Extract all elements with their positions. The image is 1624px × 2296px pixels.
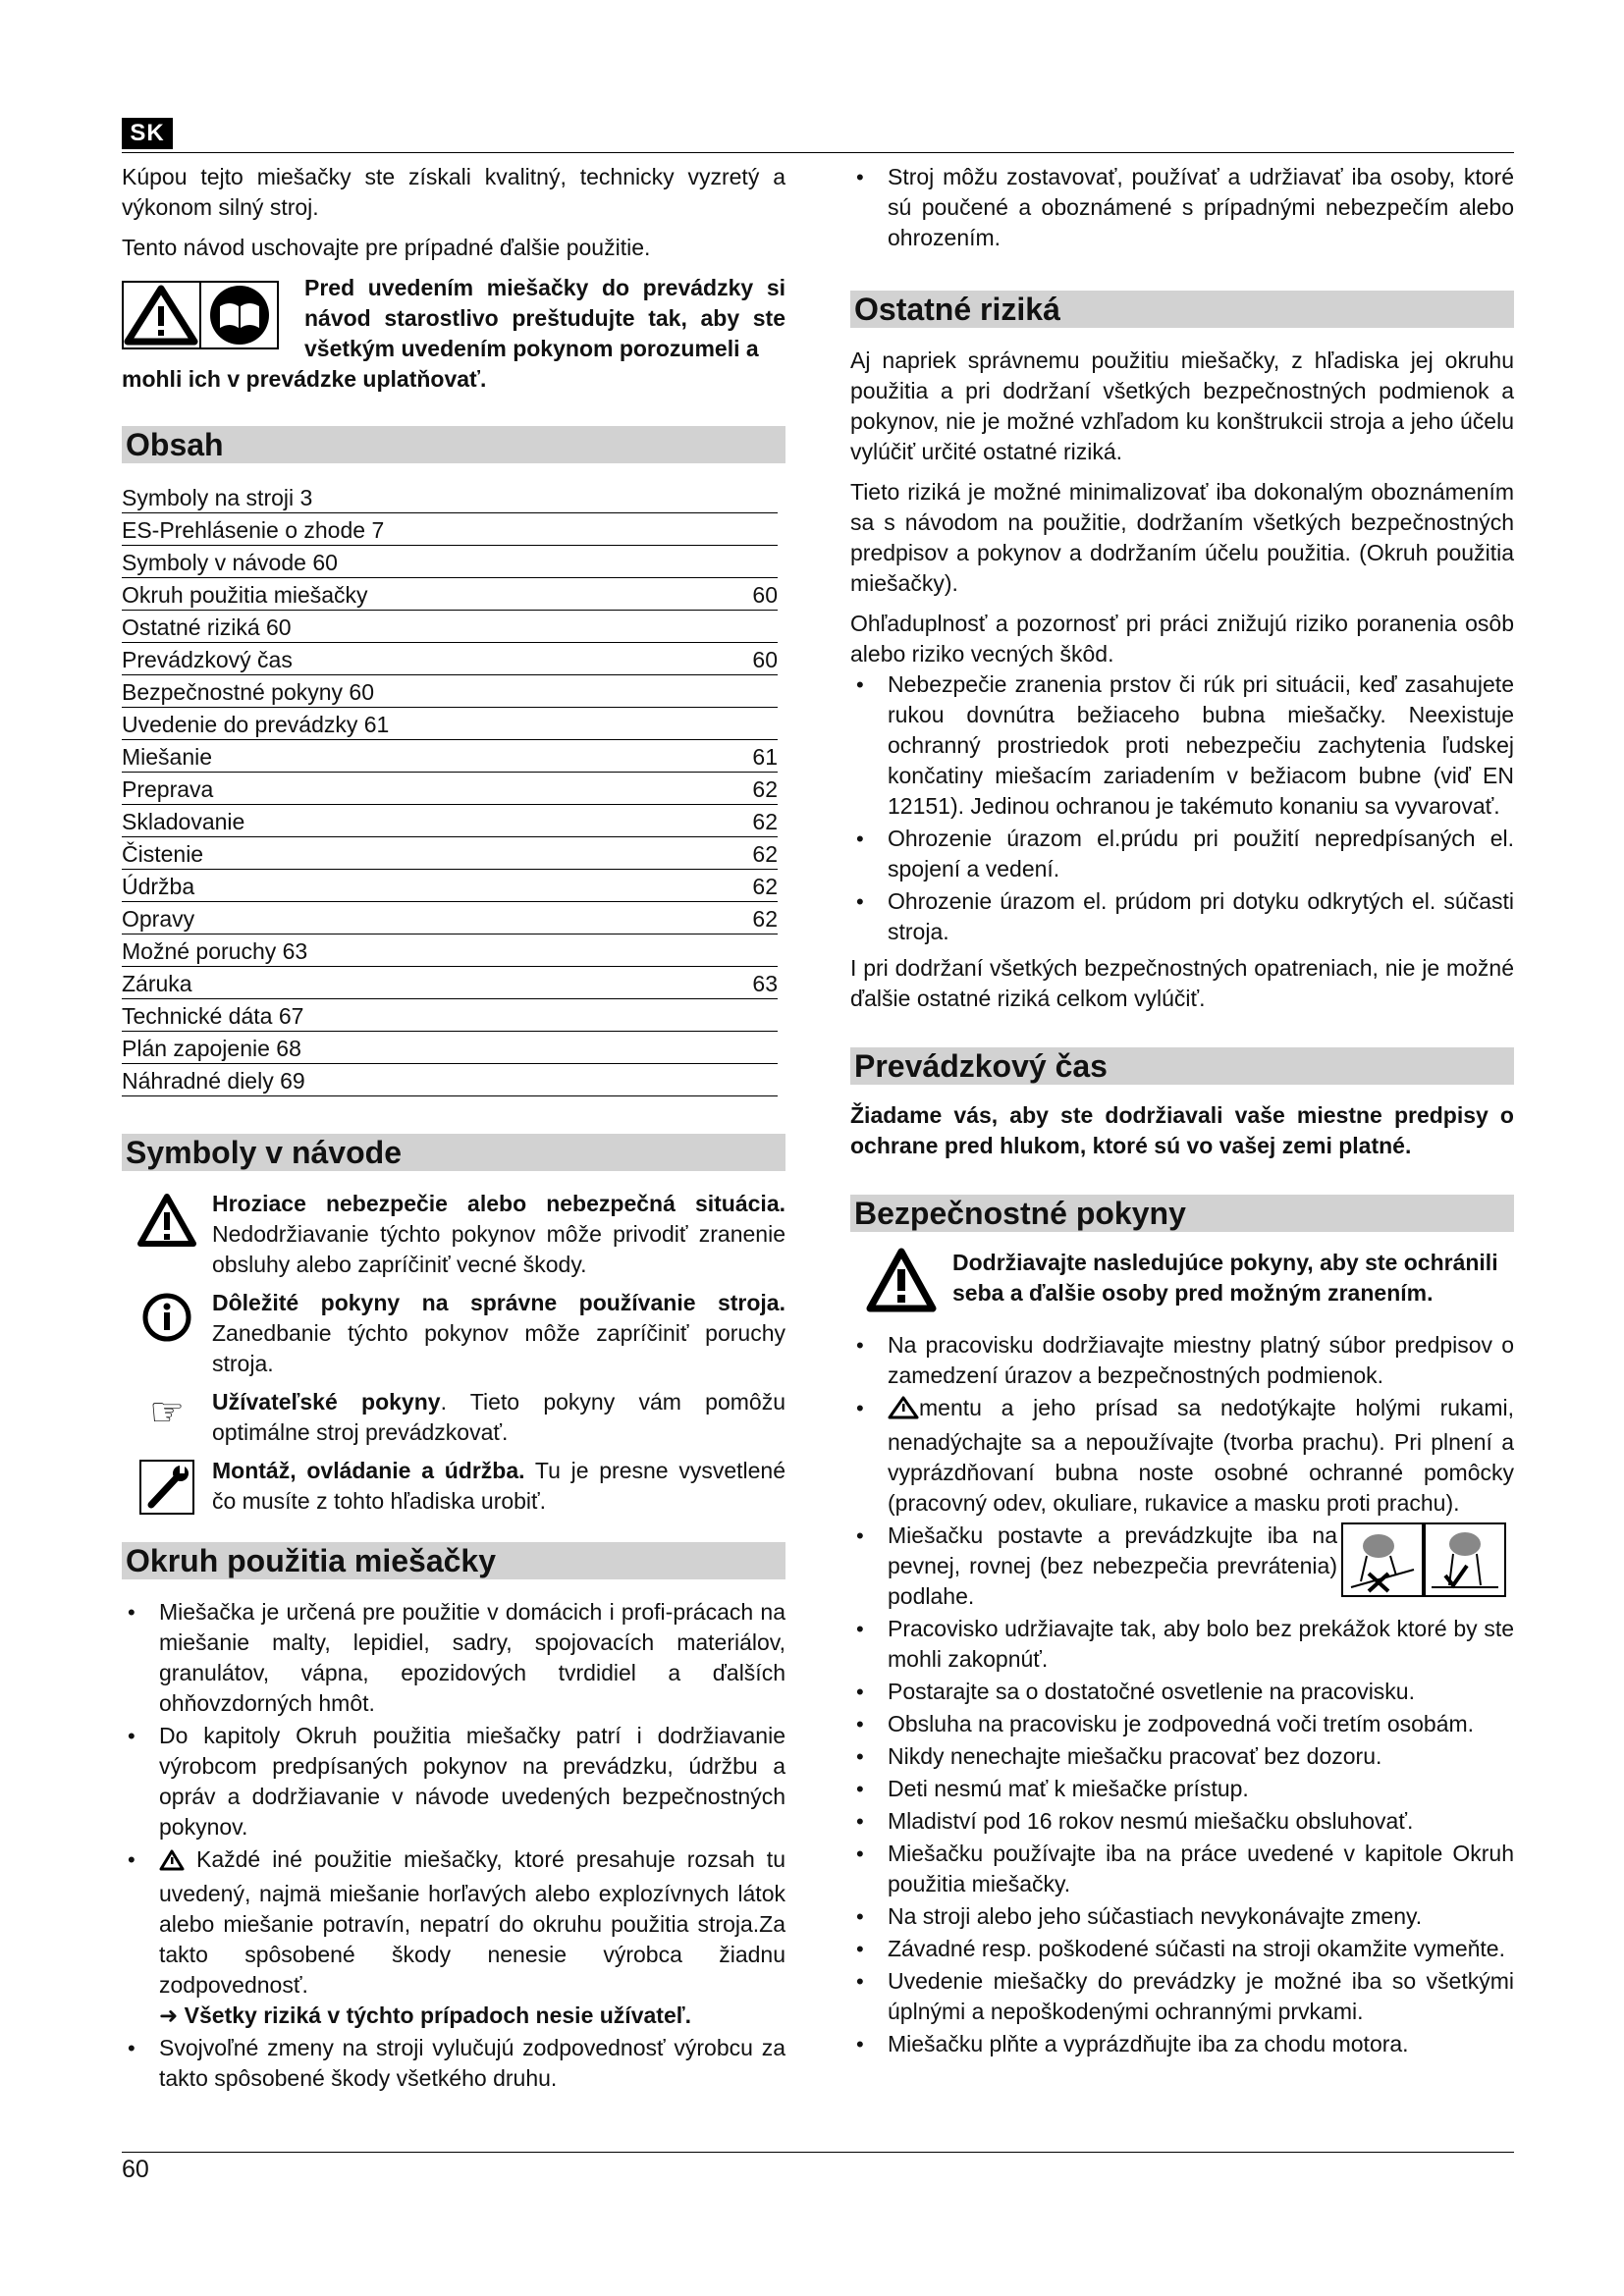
read-manual-warning — [122, 273, 785, 395]
toc-page — [719, 481, 778, 513]
list-item: • Svojvoľné zmeny na stroji vylučujú zodpovednosť výrobcu za takto spôsobené škody všetkého druhu. — [122, 2033, 785, 2094]
toc-label: Symboly na stroji 3 — [122, 481, 719, 513]
list-item: • Ohrozenie úrazom el.prúdu pri použití nepredpísaných el. spojení a vedení. — [850, 824, 1514, 884]
top-divider — [122, 152, 1514, 153]
table-row — [122, 999, 778, 1032]
page-number: 60 — [122, 2156, 149, 2183]
toc-label: Miešanie — [122, 740, 719, 773]
intro-paragraph-2: Tento návod uschovajte pre prípadné ďalšie použitie. — [122, 235, 651, 260]
left-column — [122, 162, 785, 2096]
toc-label: Ostatné riziká 60 — [122, 611, 719, 643]
toc-page — [719, 513, 778, 546]
symbol-description: . Tieto pokyny vám pomôžu optimálne stroj prevádzkovať. — [212, 1389, 786, 1445]
toc-label: Prevádzkový čas — [122, 643, 719, 675]
list-item: • Nebezpečie zranenia prstov či rúk pri situácii, keď zasahujete rukou dovnútra bežiaceho bubna miešačky. Neexistuje ochranný prostriedok proti nebezpečiu zachytenia ľudskej končatiny miešacím zariadením v bežiacom bubne (viď EN 12151). Jedinou ochranou je takémuto konaniu sa vyvarovať. — [850, 669, 1514, 822]
section-heading-contents: Obsah — [122, 426, 785, 463]
safety-text: Miešačku postavte a prevádzkujte iba na pevnej, rovnej (bez nebezpečia prevrátenia) podlahe. — [888, 1522, 1337, 1609]
safety-list — [850, 1330, 1514, 1612]
risks-paragraph: Ohľaduplnosť a pozornosť pri práci znižujú riziko poranenia osôb alebo riziko vecných škôd. — [850, 611, 1514, 667]
wrench-icon — [122, 1456, 212, 1517]
list-item: • Závadné resp. poškodené súčasti na stroji okamžite vymeňte. — [850, 1934, 1514, 1964]
list-item: • Postarajte sa o dostatočné osvetlenie na pracovisku. — [850, 1677, 1514, 1707]
list-item: • Do kapitoly Okruh použitia miešačky patrí i dodržiavanie výrobcom predpísaných pokynov na prevádzku, údržbu a opráv a dodržiavanie v návode uvedených bezpečnostných pokynov. — [122, 1721, 785, 1842]
warning-text: Pred uvedením miešačky do prevádzky si návod starostlivo preštudujte tak, aby ste všetkým uvedením pokynom porozumeli a — [304, 275, 785, 361]
safety-warning — [850, 1248, 1514, 1318]
toc-label: Plán zapojenie 68 — [122, 1032, 719, 1064]
table-row — [122, 934, 778, 967]
operator-list — [850, 162, 1514, 253]
list-item: • Mladiství pod 16 rokov nesmú miešačku obsluhovať. — [850, 1806, 1514, 1837]
toc-label: Uvedenie do prevádzky 61 — [122, 708, 719, 740]
symbol-row-user — [122, 1387, 785, 1448]
list-item: • Miešačku plňte a vyprázdňujte iba za chodu motora. — [850, 2029, 1514, 2059]
table-row — [122, 643, 778, 675]
toc-page: 62 — [719, 773, 778, 805]
list-item: • Obsluha na pracovisku je zodpovedná voči tretím osobám. — [850, 1709, 1514, 1739]
list-item: • Miešačka je určená pre použitie v domácich i profi-prácach na miešanie malty, lepidiel, sadry, spojovacích materiálov, granulátov, vápna, epozidových tvrdidiel a ďalších ohňovzdorných hmôt. — [122, 1597, 785, 1719]
toc-label: Záruka — [122, 967, 719, 999]
symbol-title: Užívateľské pokyny — [212, 1389, 441, 1415]
list-item: • Deti nesmú mať k miešačke prístup. — [850, 1774, 1514, 1804]
symbol-row-important — [122, 1288, 785, 1379]
table-row — [122, 740, 778, 773]
toc-label: Technické dáta 67 — [122, 999, 719, 1032]
list-item: • Na pracovisku dodržiavajte miestny platný súbor predpisov o zamedzení úrazov a bezpečnostných podmienok. — [850, 1330, 1514, 1391]
toc-label: Náhradné diely 69 — [122, 1064, 719, 1096]
section-heading-symbols: Symboly v návode — [122, 1134, 785, 1171]
list-item: • Ohrozenie úrazom el. prúdom pri dotyku odkrytých el. súčasti stroja. — [850, 886, 1514, 947]
toc-page — [719, 546, 778, 578]
table-of-contents — [122, 481, 778, 1096]
table-row — [122, 546, 778, 578]
list-item: • Miešačku používajte iba na práce uvedené v kapitole Okruh použitia miešačky. — [850, 1839, 1514, 1899]
toc-label: Možné poruchy 63 — [122, 934, 719, 967]
warning-manual-icon — [122, 281, 279, 349]
warning-triangle-icon — [159, 1848, 185, 1879]
toc-page: 62 — [719, 902, 778, 934]
list-item: • Na stroji alebo jeho súčastiach nevykonávajte zmeny. — [850, 1901, 1514, 1932]
list-item: • Uvedenie miešačky do prevádzky je možné iba so všetkými úplnými a nepoškodenými ochrannými prvkami. — [850, 1966, 1514, 2027]
toc-label: Preprava — [122, 773, 719, 805]
symbol-description: Zanedbanie týchto pokynov môže zapríčiniť poruchy stroja. — [212, 1320, 785, 1376]
operating-time-paragraph: Žiadame vás, aby ste dodržiavali vaše miestne predpisy o ochrane pred hlukom, ktoré sú vo vašej zemi platné. — [850, 1102, 1514, 1158]
bottom-divider — [122, 2152, 1514, 2153]
symbol-description: Tu je presne vysvetlené čo musíte z tohto hľadiska urobiť. — [212, 1458, 786, 1514]
risks-paragraph: I pri dodržaní všetkých bezpečnostných opatreniach, nie je možné ďalšie ostatné riziká celkom vylúčiť. — [850, 955, 1514, 1011]
toc-label: Bezpečnostné pokyny 60 — [122, 675, 719, 708]
table-row — [122, 1032, 778, 1064]
symbol-row-danger — [122, 1189, 785, 1280]
safety-list-continued — [850, 1614, 1514, 2059]
table-row — [122, 870, 778, 902]
warning-text-continued: mohli ich v prevádzke uplatňovať. — [122, 366, 487, 392]
warning-triangle-icon — [122, 1189, 212, 1280]
section-heading-risks: Ostatné riziká — [850, 291, 1514, 328]
toc-page — [719, 999, 778, 1032]
symbol-title: Dôležité pokyny na správne používanie stroja. — [212, 1290, 785, 1315]
safety-text: mentu a jeho prísad sa nedotýkajte holými rukami, nenadýchajte sa a nepoužívajte (tvorba prachu). Pri plnení a vyprázdňovaní bubna noste osobné ochranné pomôcky (pracovný odev, okuliare, rukavice a masku proti prachu). — [888, 1395, 1514, 1516]
risks-paragraph: Aj napriek správnemu použitiu miešačky, z hľadiska jej okruhu použitia a pri dodržaní všetkých bezpečnostných podmienok a pokynov, nie je možné vzhľadom ku konštrukcii stroja a jeho účelu vylúčiť určité ostatné riziká. — [850, 347, 1514, 464]
table-row — [122, 773, 778, 805]
symbol-row-maintenance — [122, 1456, 785, 1517]
section-heading-safety: Bezpečnostné pokyny — [850, 1195, 1514, 1232]
intro-paragraph: Kúpou tejto miešačky ste získali kvalitný, technicky vyzretý a výkonom silný stroj. — [122, 164, 785, 220]
toc-page: 62 — [719, 805, 778, 837]
toc-page — [719, 934, 778, 967]
table-row — [122, 578, 778, 611]
section-heading-usage: Okruh použitia miešačky — [122, 1542, 785, 1579]
toc-page — [719, 1032, 778, 1064]
language-badge: SK — [122, 118, 173, 149]
table-row — [122, 1064, 778, 1096]
usage-text: Každé iné použitie miešačky, ktoré presahuje rozsah tu uvedený, najmä miešanie horľavých alebo explozívnych látok alebo miešanie potravín, nepatrí do okruhu použitia stroja.Za takto spôsobené škody nenesie výrobca žiadnu zodpovednosť. — [159, 1846, 785, 1998]
list-item: • Pracovisko udržiavajte tak, aby bolo bez prekážok ktoré by ste mohli zakopnúť. — [850, 1614, 1514, 1675]
table-row — [122, 708, 778, 740]
list-item — [122, 1844, 785, 2031]
toc-label: Okruh použitia miešačky — [122, 578, 719, 611]
toc-page — [719, 708, 778, 740]
info-icon — [122, 1288, 212, 1379]
toc-label: Údržba — [122, 870, 719, 902]
section-heading-operating-time: Prevádzkový čas — [850, 1047, 1514, 1085]
symbol-title: Hroziace nebezpečie alebo nebezpečná situácia. — [212, 1191, 785, 1216]
safety-warning-text: Dodržiavajte nasledujúce pokyny, aby ste ochránili seba a ďalšie osoby pred možným zranením. — [952, 1250, 1498, 1306]
list-item: • Stroj môžu zostavovať, používať a udržiavať iba osoby, ktoré sú poučené a oboznámené s prípadnými nebezpečím alebo ohrozením. — [850, 162, 1514, 253]
toc-page — [719, 1064, 778, 1096]
toc-page: 61 — [719, 740, 778, 773]
table-row — [122, 902, 778, 934]
toc-label: ES-Prehlásenie o zhode 7 — [122, 513, 719, 546]
table-row — [122, 513, 778, 546]
toc-label: Čistenie — [122, 837, 719, 870]
toc-label: Skladovanie — [122, 805, 719, 837]
list-item — [850, 1521, 1514, 1612]
risks-list — [850, 669, 1514, 947]
mixer-level-pictogram — [1341, 1522, 1506, 1597]
toc-page: 62 — [719, 870, 778, 902]
table-row — [122, 967, 778, 999]
symbol-description: Nedodržiavanie týchto pokynov môže privodiť zranenie obsluhy alebo zapríčiniť vecné škody. — [212, 1221, 785, 1277]
warning-triangle-icon — [850, 1248, 952, 1318]
list-item — [850, 1393, 1514, 1519]
toc-page: 60 — [719, 578, 778, 611]
pointing-hand-icon: ☞ — [149, 1391, 185, 1434]
list-item: • Nikdy nenechajte miešačku pracovať bez dozoru. — [850, 1741, 1514, 1772]
table-row — [122, 837, 778, 870]
toc-page: 60 — [719, 643, 778, 675]
warning-triangle-icon — [888, 1396, 919, 1427]
toc-page — [719, 611, 778, 643]
toc-page: 62 — [719, 837, 778, 870]
usage-risk-note: ➜ Všetky riziká v týchto prípadoch nesie užívateľ. — [159, 2002, 691, 2028]
table-row — [122, 611, 778, 643]
symbol-title: Montáž, ovládanie a údržba. — [212, 1458, 525, 1483]
risks-paragraph: Tieto riziká je možné minimalizovať iba dokonalým oboznámením sa s návodom na použitie, dodržaním všetkých bezpečnostných predpisov a pokynov a dodržaním účelu použitia. (Okruh použitia miešačky). — [850, 479, 1514, 596]
toc-page — [719, 675, 778, 708]
toc-page: 63 — [719, 967, 778, 999]
table-row — [122, 481, 778, 513]
table-row — [122, 805, 778, 837]
right-column — [850, 162, 1514, 2061]
toc-label: Opravy — [122, 902, 719, 934]
toc-label: Symboly v návode 60 — [122, 546, 719, 578]
usage-list — [122, 1597, 785, 2094]
table-row — [122, 675, 778, 708]
